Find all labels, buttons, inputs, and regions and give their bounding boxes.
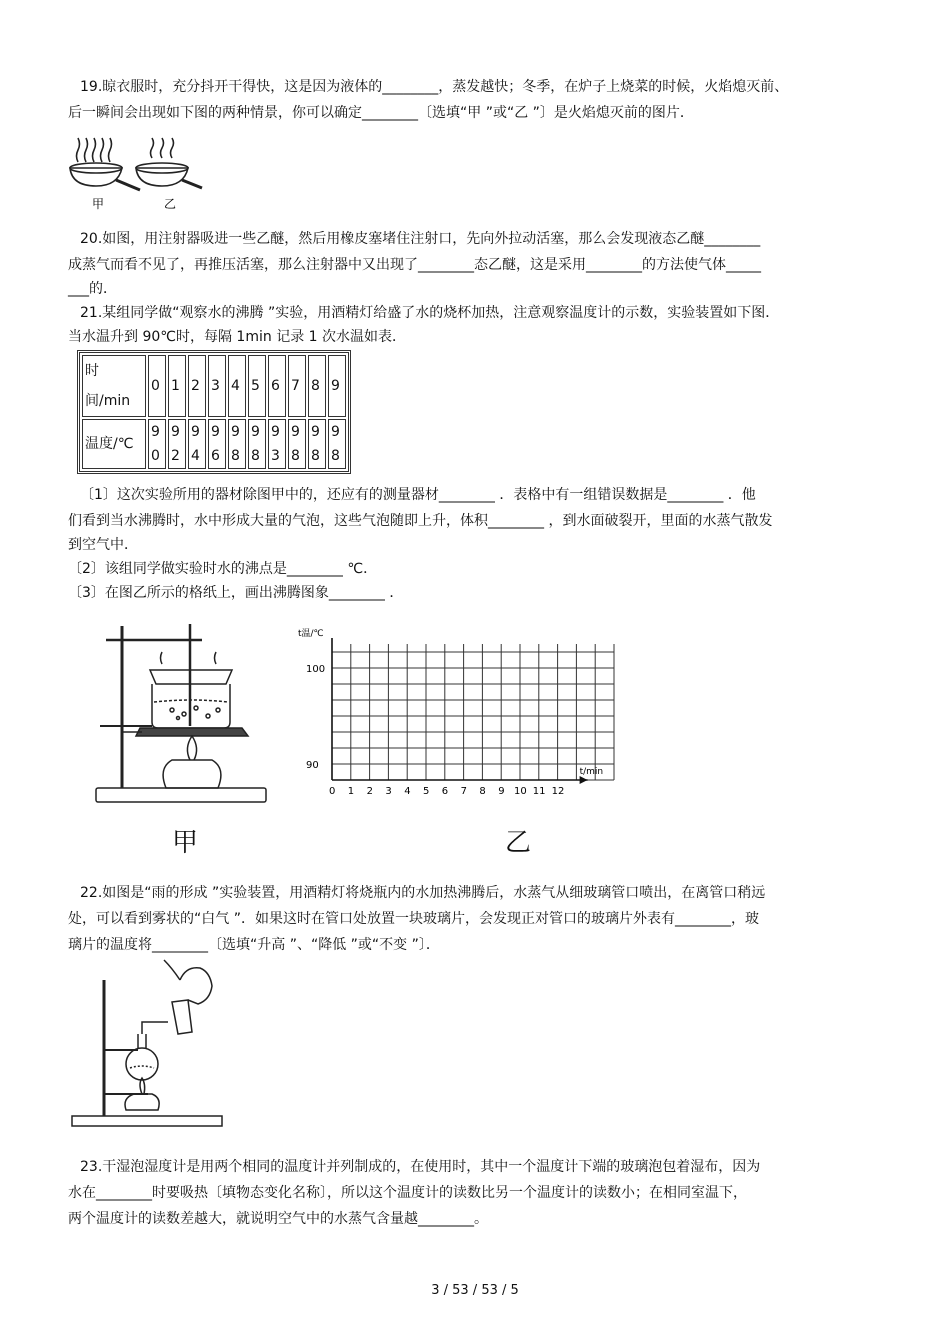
time-cell: 6 xyxy=(268,355,286,417)
x-tick-label: 8 xyxy=(479,786,486,797)
temp-cell: 94 xyxy=(188,419,206,469)
x-tick-label: 7 xyxy=(460,786,467,797)
temp-cell: 98 xyxy=(288,419,306,469)
q21-sub1-line2: 们看到当水沸腾时，水中形成大量的气泡，这些气泡随即上升，体积________ ，到水面破裂开，里面的水蒸气散发 xyxy=(68,513,773,529)
x-tick-label: 0 xyxy=(329,786,336,797)
q22-line2: 处，可以看到雾状的“白气 ”．如果这时在管口处放置一块玻璃片，会发现正对管口的玻璃片外表有________，玻 xyxy=(68,911,759,927)
q19-line2: 后一瞬间会出现如下图的两种情景，你可以确定________〔选填“甲 ”或“乙 ”〕是火焰熄灭前的图片． xyxy=(68,105,694,121)
time-cell: 2 xyxy=(188,355,206,417)
q21-line1: 21.某组同学做“观察水的沸腾 ”实验，用酒精灯给盛了水的烧杯加热，注意观察温度计的示数，实验装置如下图． xyxy=(80,305,780,321)
temp-cell: 90 xyxy=(148,419,166,469)
x-tick-label: 12 xyxy=(551,786,565,797)
frying-pans-figure xyxy=(66,128,206,212)
q21-sub1-line1: 〔1〕这次实验所用的器材除图甲中的，还应有的测量器材________ ．表格中有一组错误数据是________ ．他 xyxy=(80,487,756,503)
q20-line3: ___的． xyxy=(68,281,117,297)
q23-line3: 两个温度计的读数差越大，就说明空气中的水蒸气含量越________。 xyxy=(68,1211,488,1227)
temp-header: 温度/℃ xyxy=(82,419,146,469)
x-tick-label: 9 xyxy=(498,786,505,797)
time-cell: 8 xyxy=(308,355,326,417)
temp-cell: 98 xyxy=(328,419,346,469)
x-axis-arrow xyxy=(580,776,588,784)
y-tick-label: 100 xyxy=(306,664,326,675)
q23-line1: 23.干湿泡湿度计是用两个相同的温度计并列制成的，在使用时，其中一个温度计下端的玻璃泡包着湿布，因为 xyxy=(80,1159,761,1175)
temp-cell: 93 xyxy=(268,419,286,469)
temp-cell: 98 xyxy=(308,419,326,469)
figure-b-caption: 乙 xyxy=(505,828,532,858)
boiling-graph-grid xyxy=(290,628,635,798)
time-cell: 4 xyxy=(228,355,246,417)
temp-cell: 96 xyxy=(208,419,226,469)
table-row-temp xyxy=(82,419,346,469)
time-header: 时间/min xyxy=(82,355,146,417)
pan-a-label: 甲 xyxy=(92,197,105,211)
time-cell: 9 xyxy=(328,355,346,417)
temp-cell: 92 xyxy=(168,419,186,469)
q20-line2: 成蒸气而看不见了，再推压活塞，那么注射器中又出现了________态乙醚，这是采用________的方法使气体_____ xyxy=(68,257,761,273)
pan-b-label: 乙 xyxy=(164,197,177,211)
time-cell: 1 xyxy=(168,355,186,417)
q23-line2: 水在________时要吸热〔填物态变化名称〕，所以这个温度计的读数比另一个温度计的读数小；在相同室温下， xyxy=(68,1185,747,1201)
temperature-table xyxy=(77,350,351,474)
q21-sub1-line3: 到空气中． xyxy=(68,537,138,553)
x-tick-label: 3 xyxy=(385,786,392,797)
x-tick-label: 11 xyxy=(532,786,546,797)
temp-cell: 98 xyxy=(248,419,266,469)
q21-sub3: 〔3〕在图乙所示的格纸上，画出沸腾图象________ ． xyxy=(68,585,404,601)
q21-sub2: 〔2〕该组同学做实验时水的沸点是________ ℃． xyxy=(68,561,378,577)
page-footer: 3 / 53 / 53 / 5 xyxy=(431,1283,519,1298)
time-cell: 3 xyxy=(208,355,226,417)
time-cell: 0 xyxy=(148,355,166,417)
q21-line2: 当水温升到 90℃时，每隔 1min 记录 1 次水温如表． xyxy=(68,329,407,345)
x-axis-label: t/min xyxy=(579,767,604,777)
x-tick-label: 1 xyxy=(347,786,355,797)
time-cell: 5 xyxy=(248,355,266,417)
x-tick-label: 4 xyxy=(404,786,411,797)
temp-cell: 98 xyxy=(228,419,246,469)
table-row-time xyxy=(82,355,346,417)
y-tick-label: 90 xyxy=(306,760,319,771)
figure-a-caption: 甲 xyxy=(172,828,199,858)
q22-line3: 璃片的温度将________〔选填“升高 ”、“降低 ”或“不变 ”〕． xyxy=(68,937,440,953)
q22-line1: 22.如图是“雨的形成 ”实验装置，用酒精灯将烧瓶内的水加热沸腾后，水蒸气从细玻璃管口喷出，在离管口稍远 xyxy=(80,885,766,901)
x-tick-label: 5 xyxy=(423,786,430,797)
y-axis-label: t温/℃ xyxy=(298,629,324,639)
x-tick-label: 6 xyxy=(441,786,449,797)
time-cell: 7 xyxy=(288,355,306,417)
rain-formation-figure xyxy=(68,960,228,1130)
q20-line1: 20.如图，用注射器吸进一些乙醚，然后用橡皮塞堵住注射口，先向外拉动活塞，那么会发现液态乙醚________ xyxy=(80,231,761,247)
x-tick-label: 2 xyxy=(366,786,373,797)
boiling-apparatus-figure xyxy=(92,618,272,808)
x-tick-label: 10 xyxy=(514,786,527,797)
q19-line1: 19.晾衣服时，充分抖开干得快，这是因为液体的________，蒸发越快；冬季，在炉子上烧菜的时候，火焰熄灭前、 xyxy=(80,79,789,95)
